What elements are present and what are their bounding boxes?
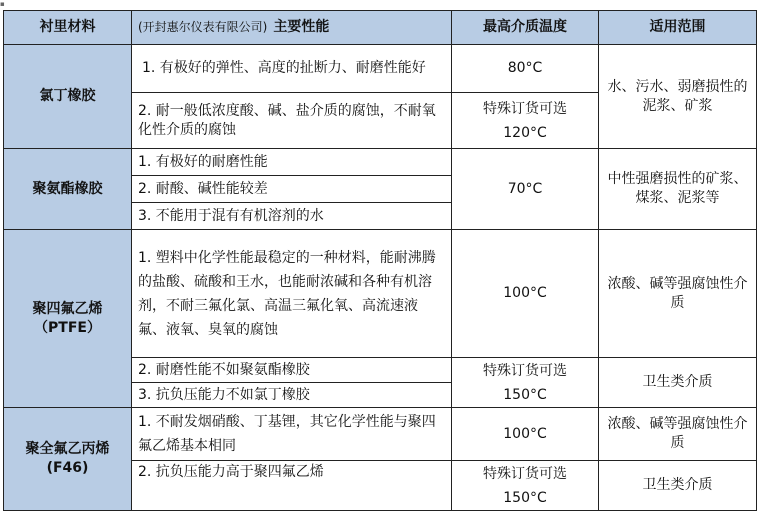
usage-range: 卫生类介质 xyxy=(599,461,757,511)
max-temp-special: 特殊订货可选 120°C xyxy=(452,93,599,149)
max-temp: 100°C xyxy=(452,230,599,358)
max-temp: 70°C xyxy=(452,149,599,230)
material-abbreviation: （PTFE） xyxy=(34,319,101,336)
property-item: 2. 抗负压能力高于聚四氟乙烯 xyxy=(132,461,452,511)
material-name-cell xyxy=(4,230,132,408)
property-item: 1. 有极好的弹性、高度的扯断力、耐磨性能好 xyxy=(132,45,452,93)
usage-range: 浓酸、碱等强腐蚀性介质 xyxy=(599,230,757,358)
company-name: (开封惠尔仪表有限公司) xyxy=(138,20,268,34)
property-item: 3. 不能用于混有有机溶剂的水 xyxy=(132,203,452,230)
usage-range: 浓酸、碱等强腐蚀性介质 xyxy=(599,408,757,461)
max-temp: 100°C xyxy=(452,408,599,461)
table-row xyxy=(4,230,757,358)
property-item: 1. 不耐发烟硝酸、丁基锂，其它化学性能与聚四氟乙烯基本相同 xyxy=(132,408,452,461)
header-properties: 主要性能 xyxy=(273,19,330,35)
header-material: 衬里材料 xyxy=(4,11,132,45)
header-properties-cell xyxy=(132,11,452,45)
lining-materials-table xyxy=(3,10,757,511)
material-name: 聚氨酯橡胶 xyxy=(4,149,132,230)
property-item: 1. 有极好的耐磨性能 xyxy=(132,149,452,176)
header-max-temp: 最高介质温度 xyxy=(452,11,599,45)
header-row xyxy=(4,11,757,45)
usage-range: 中性强磨损性的矿浆、煤浆、泥浆等 xyxy=(599,149,757,230)
table-row xyxy=(4,408,757,461)
header-usage: 适用范围 xyxy=(599,11,757,45)
property-item: 1. 塑料中化学性能最稳定的一种材料，能耐沸腾的盐酸、硫酸和王水，也能耐浓碱和各种有机溶剂，不耐三氟化氯、高温三氟化氧、高流速液氟、液氧、臭氧的腐蚀 xyxy=(132,230,452,358)
max-temp-special: 特殊订货可选 150°C xyxy=(452,461,599,511)
max-temp-special: 特殊订货可选 150°C xyxy=(452,358,599,408)
material-name: 氯丁橡胶 xyxy=(4,45,132,149)
property-item: 2. 耐酸、碱性能较差 xyxy=(132,176,452,203)
table-row xyxy=(4,45,757,93)
property-item: 2. 耐磨性能不如聚氨酯橡胶 xyxy=(132,358,452,383)
property-item: 3. 抗负压能力不如氯丁橡胶 xyxy=(132,383,452,408)
material-name: 聚全氟乙丙烯 xyxy=(25,441,110,457)
material-name-cell xyxy=(4,408,132,511)
material-name: 聚四氟乙烯 xyxy=(32,300,103,317)
property-item: 2. 耐一般低浓度酸、碱、盐介质的腐蚀，不耐氧化性介质的腐蚀 xyxy=(132,93,452,149)
table-row xyxy=(4,149,757,176)
material-abbreviation: (F46) xyxy=(46,460,89,476)
corner-mark: ▪ xyxy=(0,0,5,8)
usage-range: 水、污水、弱磨损性的泥浆、矿浆 xyxy=(599,45,757,149)
usage-range: 卫生类介质 xyxy=(599,358,757,408)
max-temp: 80°C xyxy=(452,45,599,93)
